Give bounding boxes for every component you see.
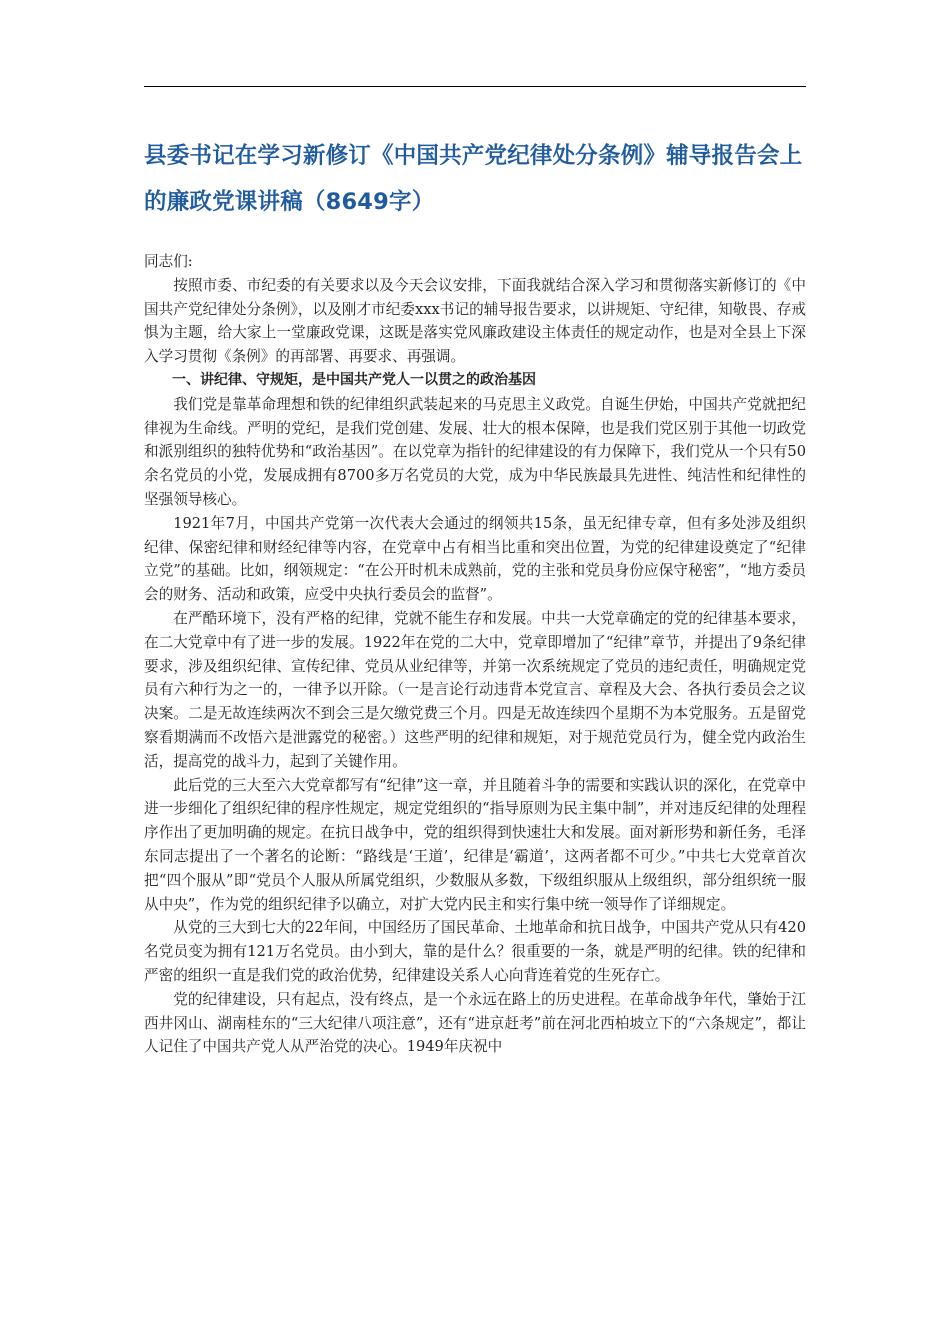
section-heading: 一、讲纪律、守规矩，是中国共产党人一以贯之的政治基因	[172, 371, 536, 388]
document-body	[144, 250, 806, 1059]
body-paragraph: 从党的三大到七大的22年间，中国经历了国民革命、土地革命和抗日战争，中国共产党从只有420名党员变为拥有121万名党员。由小到大，靠的是什么？很重要的一条，就是严明的纪律。铁的纪律和严密的组织一直是我们党的政治优势，纪律建设关系人心向背连着党的生死存亡。	[144, 919, 806, 984]
body-paragraph: 在严酷环境下，没有严格的纪律，党就不能生存和发展。中共一大党章确定的党的纪律基本要求，在二大党章中有了进一步的发展。1922年在党的二大中，党章即增加了“纪律”章节，并提出了9条纪律要求，涉及组织纪律、宣传纪律、党员从业纪律等，并第一次系统规定了党员的违纪责任，明确规定党员有六种行为之一的，一律予以开除。（一是言论行动违背本党宣言、章程及大会、各执行委员会之议决案。二是无故连续两次不到会三是欠缴党费三个月。四是无故连续四个星期不为本党服务。五是留党察看期满而不改悟六是泄露党的秘密。）这些严明的纪律和规矩，对于规范党员行为，健全党内政治生活，提高党的战斗力，起到了关键作用。	[144, 609, 806, 770]
header-rule	[144, 86, 806, 87]
salutation: 同志们:	[144, 253, 193, 270]
body-paragraph: 此后党的三大至六大党章都写有“纪律”这一章，并且随着斗争的需要和实践认识的深化，在党章中进一步细化了组织纪律的程序性规定，规定党组织的“指导原则为民主集中制”，并对违反纪律的处理程序作出了更加明确的规定。在抗日战争中，党的组织得到快速壮大和发展。面对新形势和新任务，毛泽东同志提出了一个著名的论断：“路线是‘王道’，纪律是‘霸道’，这两者都不可少。”中共七大党章首次把“四个服从”即“党员个人服从所属党组织，少数服从多数，下级组织服从上级组织，部分组织统一服从中央”，作为党的组织纪律予以确立，对扩大党内民主和实行集中统一领导作了详细规定。	[144, 776, 806, 913]
body-paragraph: 1921年7月，中国共产党第一次代表大会通过的纲领共15条，虽无纪律专章，但有多处涉及组织纪律、保密纪律和财经纪律等内容，在党章中占有相当比重和突出位置，为党的纪律建设奠定了“纪律立党”的基础。比如，纲领规定：“在公开时机未成熟前，党的主张和党员身份应保守秘密”，“地方委员会的财务、活动和政策，应受中央执行委员会的监督”。	[144, 514, 806, 604]
intro-paragraph: 按照市委、市纪委的有关要求以及今天会议安排，下面我就结合深入学习和贯彻落实新修订的《中国共产党纪律处分条例》，以及刚才市纪委xxx书记的辅导报告要求，以讲规矩、守纪律，知敬畏、存戒惧为主题，给大家上一堂廉政党课，这既是落实党风廉政建设主体责任的规定动作，也是对全县上下深入学习贯彻《条例》的再部署、再要求、再强调。	[144, 276, 806, 366]
body-paragraph: 我们党是靠革命理想和铁的纪律组织武装起来的马克思主义政党。自诞生伊始，中国共产党就把纪律视为生命线。严明的党纪，是我们党创建、发展、壮大的根本保障，也是我们党区别于其他一切政党和派别组织的独特优势和“政治基因”。在以党章为指针的纪律建设的有力保障下，我们党从一个只有50余名党员的小党，发展成拥有8700多万名党员的大党，成为中华民族最具先进性、纯洁性和纪律性的坚强领导核心。	[144, 395, 806, 508]
body-paragraph: 党的纪律建设，只有起点，没有终点，是一个永远在路上的历史进程。在革命战争年代，肇始于江西井冈山、湖南桂东的“三大纪律八项注意”，还有“进京赶考”前在河北西柏坡立下的“六条规定”，都让人记住了中国共产党人从严治党的决心。1949年庆祝中	[144, 990, 806, 1056]
document-title: 县委书记在学习新修订《中国共产党纪律处分条例》辅导报告会上的廉政党课讲稿（8649字）	[144, 143, 803, 215]
